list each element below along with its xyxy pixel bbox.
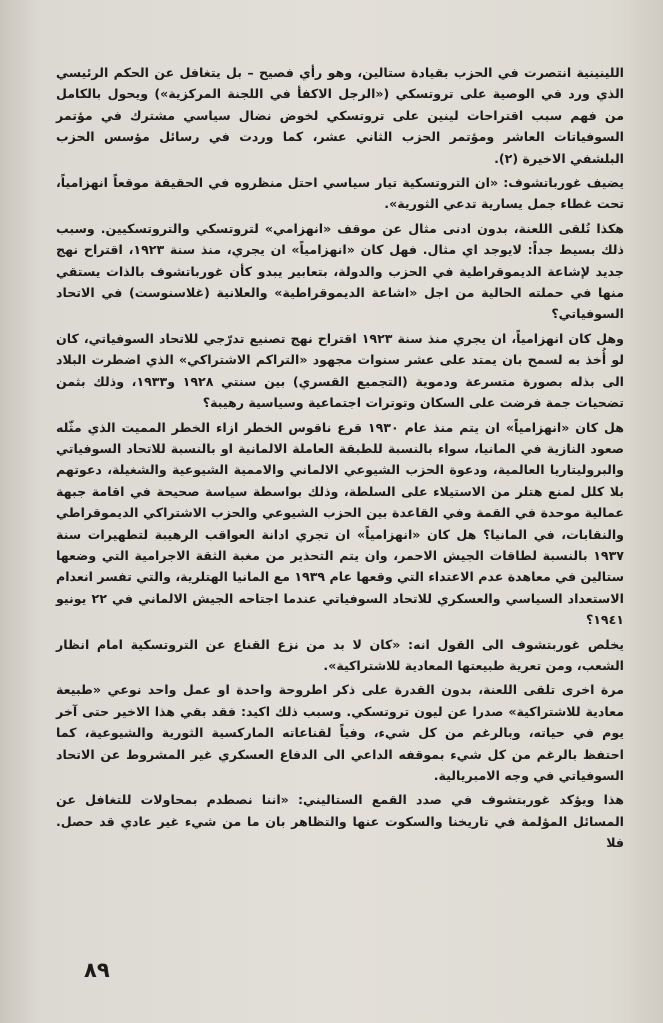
paragraph: مرة اخرى تلقى اللعنة، بدون القدرة على ذكر اطروحة واحدة او عمل واحد نوعي «طبيعة معادية للاشتراكية» صدرا عن ليون تروتسكي. وسبب ذلك اكيد: فقد بقي هذا الاخير حتى آخر يوم في حياته، وبالرغم من كل شيء، وفياً لقناعاته الماركسية الثورية والشيوعية، كما احتفظ بالرغم من كل شيء بموقفه الداعي الى الدفاع العسكري غير المشروط عن الاتحاد السوفياتي في وجه الامبريالية. <box>56 682 624 783</box>
paragraph: هكذا تُلقى اللعنة، بدون ادنى مثال عن موقف «انهزامي» لتروتسكي والتروتسكيين. وسبب ذلك بسيط جداً: لايوجد اي مثال. فهل كان «انهزامياً» ان يجري، منذ سنة ١٩٢٣، اقتراح نهج جديد لإشاعة الديموقراطية في الحزب والدولة، بتعابير يبدو كأن غورباتشوف بالذات يستقي منها في حملته الحالية من اجل «اشاعة الديموقراطية» والعلانية (غلاسنوست) في الاتحاد السوفياتي؟ <box>56 220 625 322</box>
page-number: ٨٩ <box>84 958 110 982</box>
paragraph: وهل كان انهزامياً، ان يجري منذ سنة ١٩٢٣ اقتراح نهج تصنيع تدرّجي للاتحاد السوفياتي، كان لو أُخذ به لسمح بان يمتد على عشر سنوات مجهود «التراكم الاشتراكي» الذي اضطرت البلاد الى بذله بصورة متسرعة ودموية (التجميع القسري) بين سنتي ١٩٢٨ و١٩٣٣، وذلك بثمن تضحيات جمة فرضت على السكان وتوترات اجتماعية وسياسية رهيبة؟ <box>56 330 624 411</box>
paragraph: هذا ويؤكد غوربتشوف في صدد القمع الستاليني: «اننا نصطدم بمحاولات للتغافل عن المسائل المؤلمة في تاريخنا والسكوت عنها والتظاهر بان ما من شيء غير عادي قد حصل. فلا <box>56 792 624 851</box>
paragraph: اللينينية انتصرت في الحزب بقيادة ستالين، وهو رأي فصيح – بل يتغافل عن الحكم الرئيسي الذي ورد في الوصية على تروتسكي («الرجل الاكفأ في اللجنة المركزية») ويحول بالكامل من فهم سبب اقتراحات لينين على تروتسكي لخوض نضال سياسي مشترك في مؤتمر السوفياتات العاشر ومؤتمر الحزب الثاني عشر، كما وردت في رسائل مؤسس الحزب البلشفي الاخيرة (٢). <box>56 65 624 166</box>
paragraph: يخلص غوربتشوف الى القول انه: «كان لا بد من نزع القناع عن التروتسكية امام انظار الشعب، ومن تعرية طبيعتها المعادية للاشتراكية». <box>56 636 624 673</box>
paragraph: هل كان «انهزامياً» ان يتم منذ عام ١٩٣٠ قرع ناقوس الخطر ازاء الخطر المميت الذي مثّله صعود النازية في المانيا، سواء بالنسبة للطبقة العاملة الالمانية او بالنسبة للاتحاد السوفياتي والبروليتاريا العالمية، ودعوة الحزب الشيوعي الالماني والاممية الشيوعية والشغيلة، دعوتهم بلا كلل لمنع هتلر من الاستيلاء على السلطة، وذلك بواسطة سياسة صحيحة في اقامة جبهة عمالية موحدة في القمة وفي القاعدة بين الحزب الشيوعي والحزب الاشتراكي الديموقراطي والنقابات، في المانيا؟ هل كان «انهزامياً» ان تجري ادانة العواقب الرهيبة لتطهيرات سنة ١٩٣٧ بالنسبة لطاقات الجيش الاحمر، وان يتم التحذير من مغبة الثقة الاجرامية التي وضعها ستالين في معاهدة عدم الاعتداء التي وقعها عام ١٩٣٩ مع المانيا الهتلرية، والتي تفسر انعدام الاستعداد السياسي والعسكري للاتحاد السوفياتي عندما اجتاحه الجيش الالماني في ٢٢ يونيو ١٩٤١؟ <box>56 419 624 628</box>
paragraph: يضيف غورباتشوف: «ان التروتسكية تيار سياسي احتل منظروه في الحقيقة موقعاً انهزامياً، تحت غطاء جمل يسارية تدعي الثورية». <box>56 175 624 212</box>
body-text <box>56 62 624 857</box>
